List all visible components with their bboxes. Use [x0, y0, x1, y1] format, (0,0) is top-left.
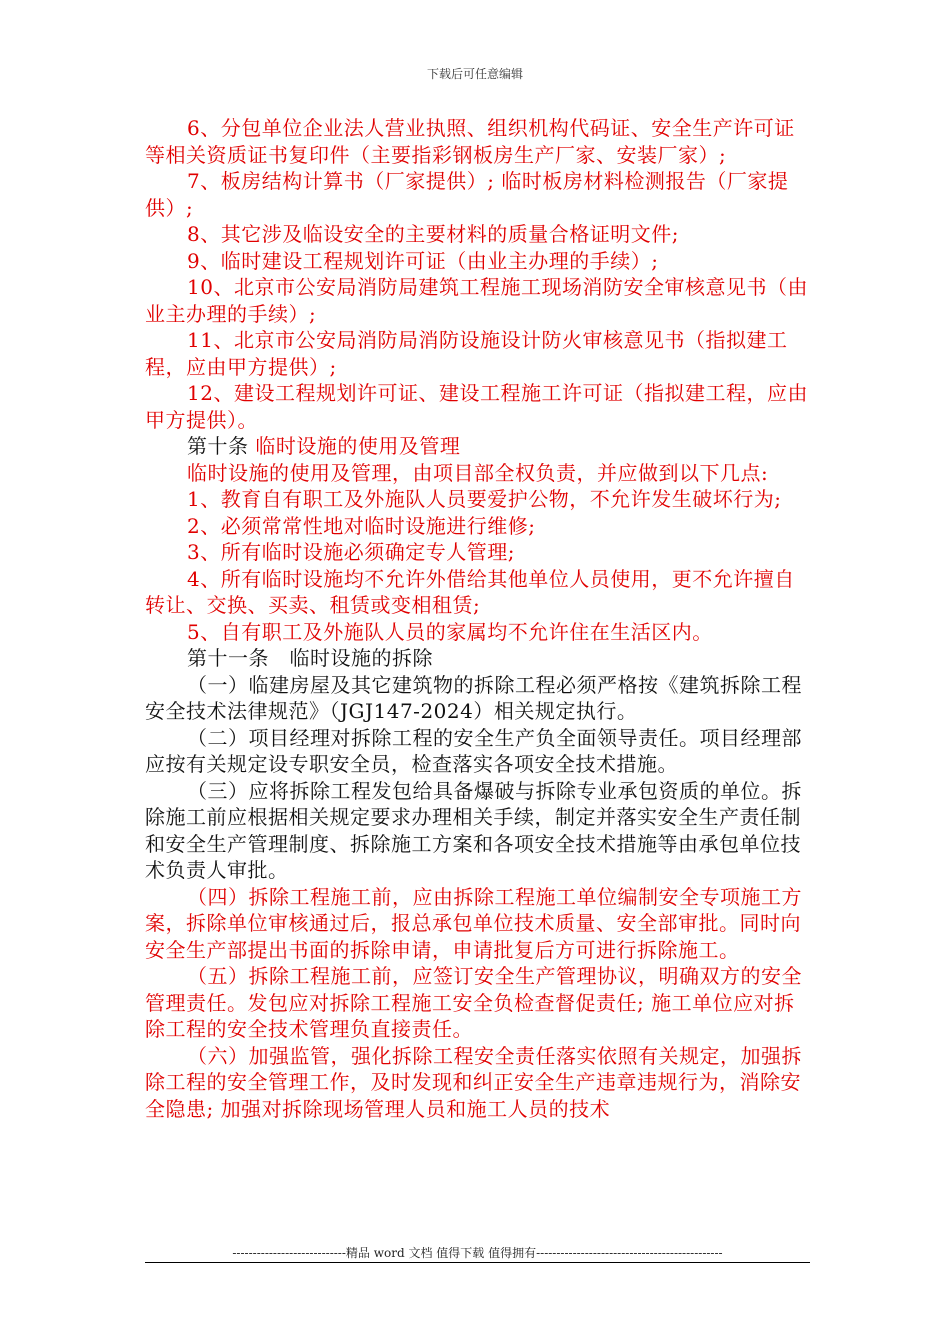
paragraph: 临时设施的使用及管理，由项目部全权负责，并应做到以下几点:	[187, 460, 769, 485]
paragraph: 7、板房结构计算书（厂家提供）; 临时板房材料检测报告（厂家提供）;	[145, 169, 789, 220]
paragraph: 2、必须常常性地对临时设施进行维修;	[187, 513, 536, 538]
paragraph: 5、自有职工及外施队人员的家属均不允许住在生活区内。	[187, 619, 713, 644]
section-heading: 第十一条 临时设施的拆除	[187, 646, 433, 670]
page-header: 下载后可任意编辑	[426, 67, 523, 81]
document-body	[145, 115, 810, 1122]
paragraph: （六）加强监管，强化拆除工程安全责任落实依照有关规定，加强拆除工程的安全管理工作，及时发现和纠正安全生产违章违规行为，消除安全隐患; 加强对拆除现场管理人员和施工人员的技术	[145, 1043, 802, 1121]
paragraph: （四）拆除工程施工前，应由拆除工程施工单位编制安全专项施工方案，拆除单位审核通过后，报总承包单位技术质量、安全部审批。同时向安全生产部提出书面的拆除申请，申请批复后方可进行拆除施工。	[145, 884, 802, 962]
paragraph: 11、北京市公安局消防局消防设施设计防火审核意见书（指拟建工程，应由甲方提供）;	[145, 328, 788, 379]
footer-divider	[145, 1262, 810, 1263]
paragraph: （五）拆除工程施工前，应签订安全生产管理协议，明确双方的安全管理责任。发包应对拆除工程施工安全负检查督促责任; 施工单位应对拆除工程的安全技术管理负直接责任。	[145, 964, 802, 1041]
paragraph: 6、分包单位企业法人营业执照、组织机构代码证、安全生产许可证等相关资质证书复印件（主要指彩钢板房生产厂家、安装厂家）;	[145, 116, 795, 167]
section-heading-title: 临时设施的使用及管理	[255, 434, 461, 458]
paragraph: 8、其它涉及临设安全的主要材料的质量合格证明文件;	[187, 222, 679, 246]
section-heading-prefix: 第十条	[187, 434, 256, 458]
paragraph: 1、教育自有职工及外施队人员要爱护公物，不允许发生破坏行为;	[187, 487, 782, 511]
paragraph: 9、临时建设工程规划许可证（由业主办理的手续）;	[187, 248, 659, 273]
paragraph: （三）应将拆除工程发包给具备爆破与拆除专业承包资质的单位。拆除施工前应根据相关规定要求办理相关手续，制定并落实安全生产责任制和安全生产管理制度、拆除施工方案和各项安全技术措施等由承包单位技术负责人审批。	[145, 778, 802, 882]
paragraph: （二）项目经理对拆除工程的安全生产负全面领导责任。项目经理部应按有关规定设专职安全员，检查落实各项安全技术措施。	[145, 725, 802, 776]
paragraph: 12、建设工程规划许可证、建设工程施工许可证（指拟建工程，应由甲方提供）。	[145, 381, 808, 432]
paragraph: （一）临建房屋及其它建筑物的拆除工程必须严格按《建筑拆除工程安全技术法律规范》（JGJ147-2024）相关规定执行。	[145, 672, 802, 723]
paragraph: 10、北京市公安局消防局建筑工程施工现场消防安全审核意见书（由业主办理的手续）;	[145, 275, 808, 326]
page-footer: ----------------------------精品 word 文档 值得下载 值得拥有----------------------------------------------	[232, 1246, 723, 1260]
section-heading	[145, 433, 810, 460]
paragraph: 3、所有临时设施必须确定专人管理;	[187, 540, 515, 564]
paragraph: 4、所有临时设施均不允许外借给其他单位人员使用，更不允许擅自转让、交换、买卖、租赁或变相租赁;	[145, 566, 795, 617]
